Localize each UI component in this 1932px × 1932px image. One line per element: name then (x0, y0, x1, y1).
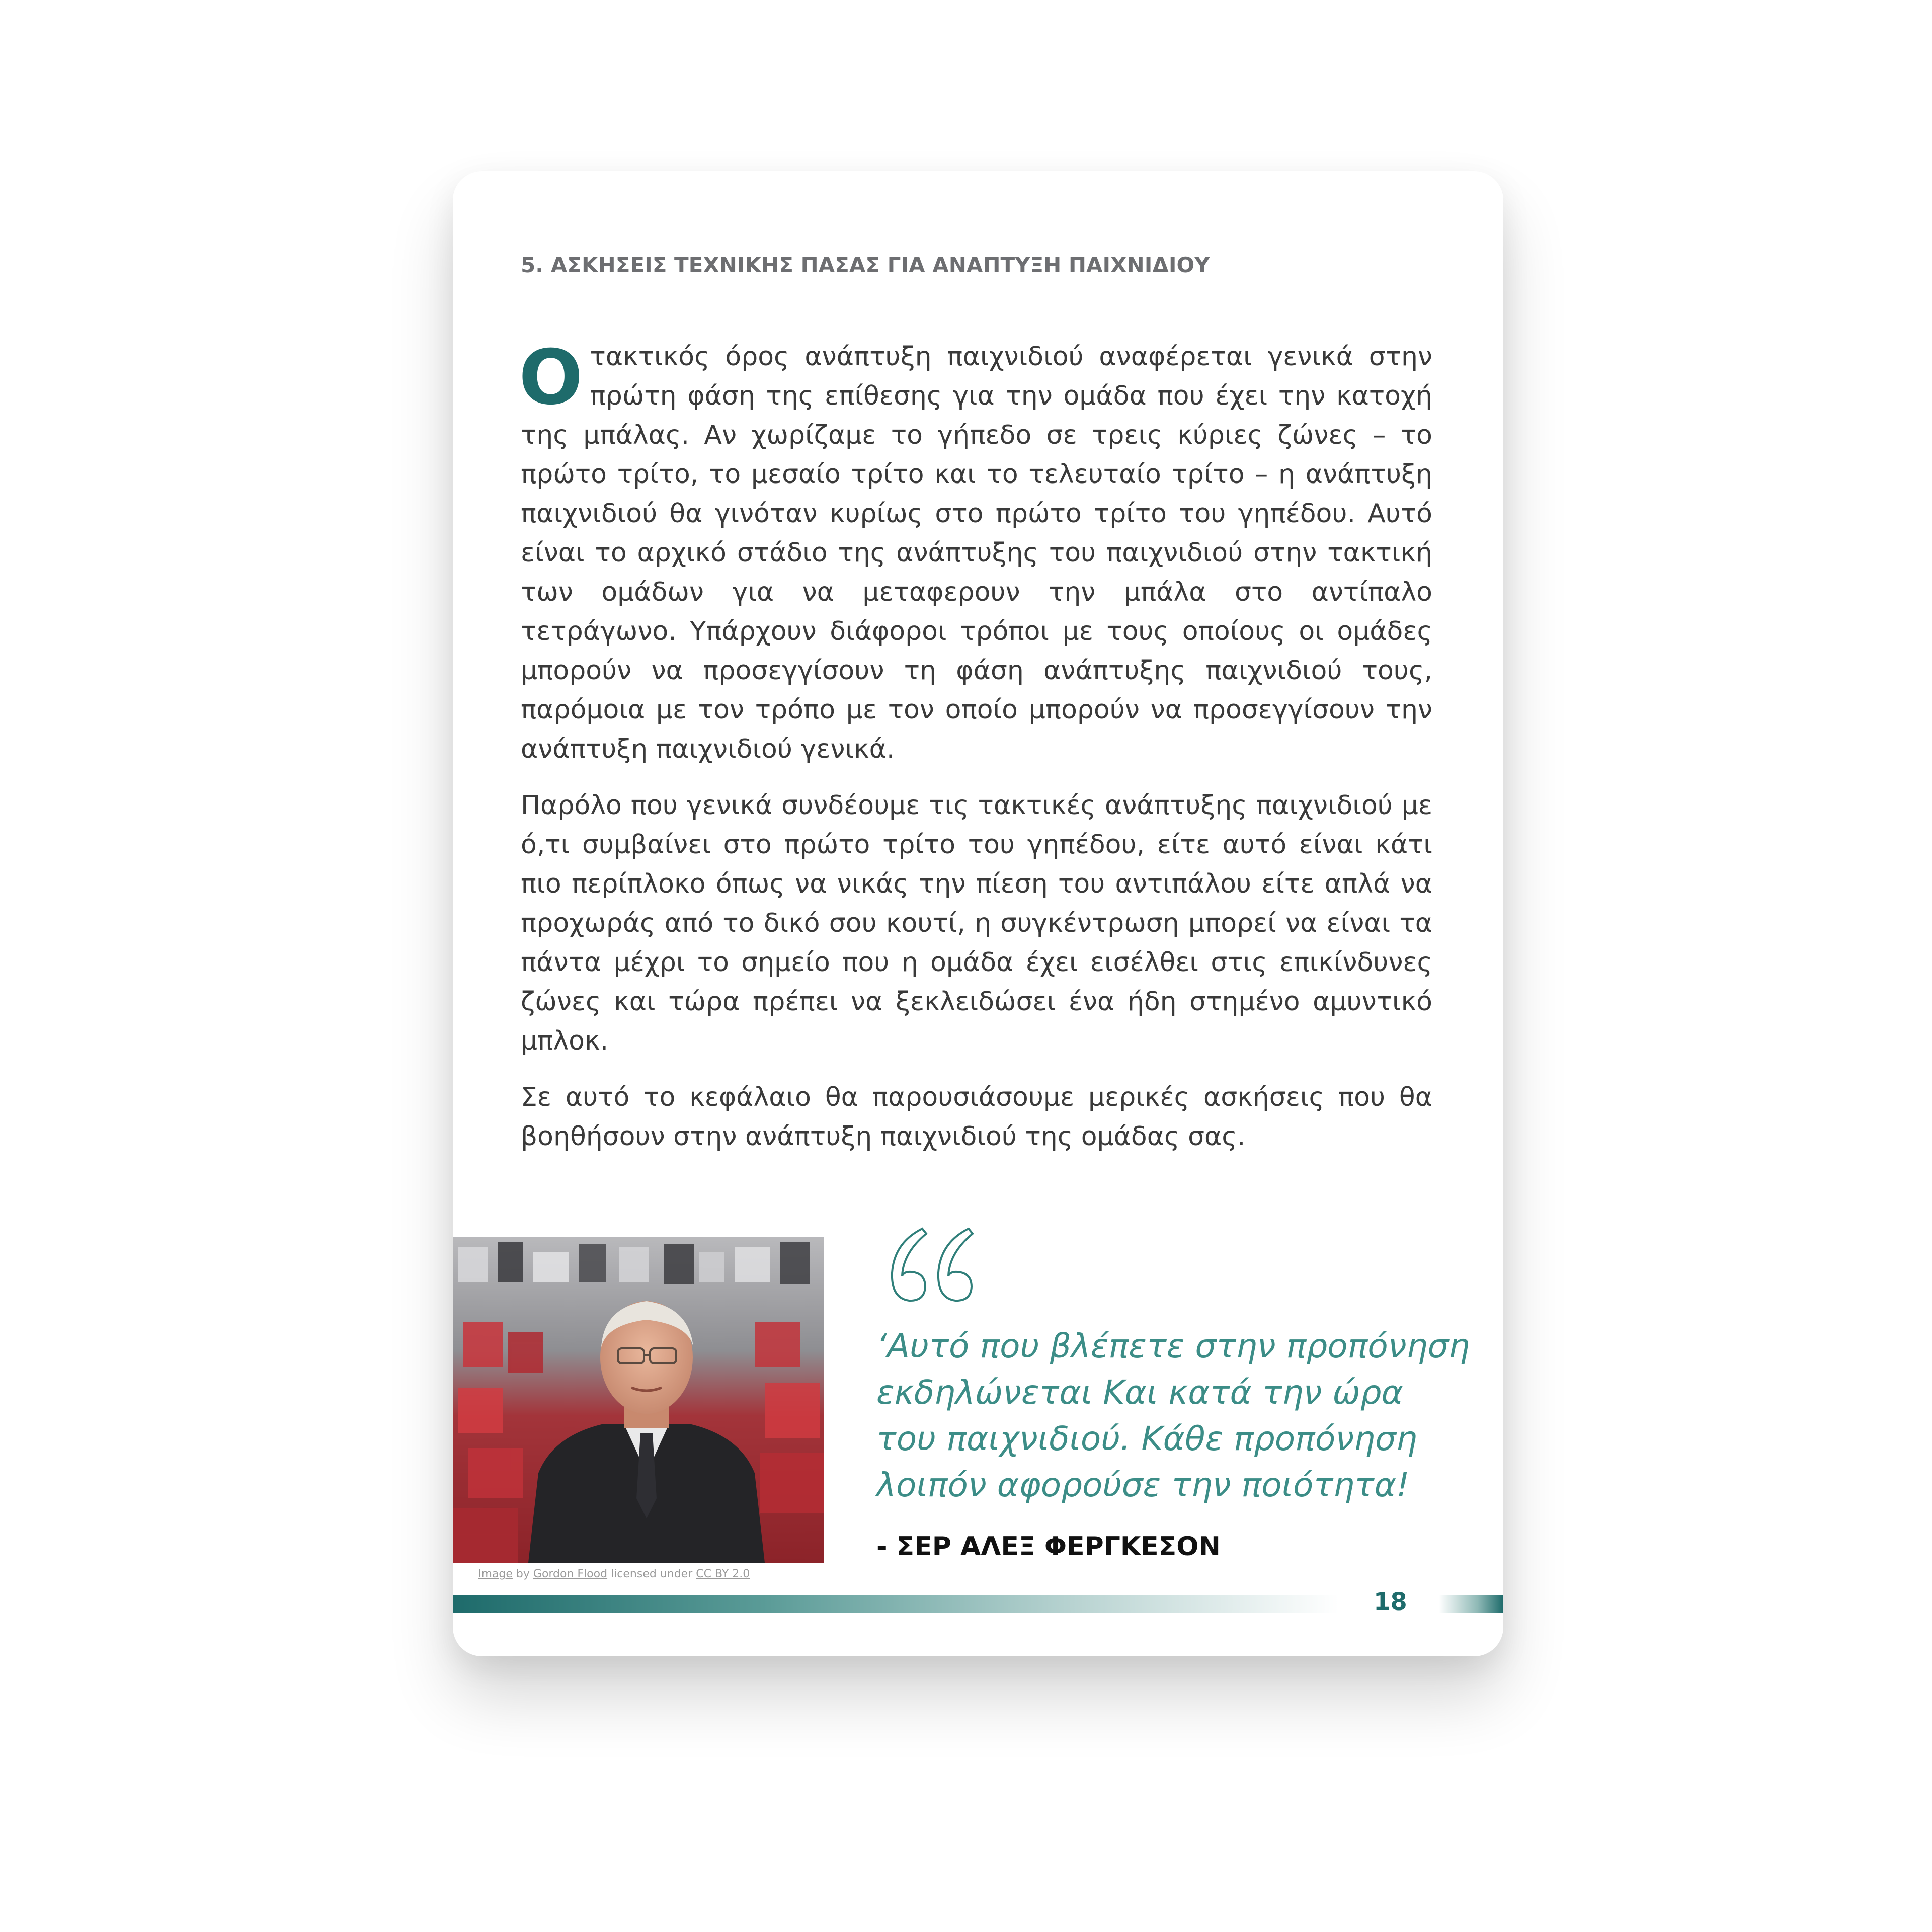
chapter-heading: 5. ΑΣΚΗΣΕΙΣ ΤΕΧΝΙΚΗΣ ΠΑΣΑΣ ΓΙΑ ΑΝΑΠΤΥΞΗ ΠΑΙΧΝΙΔΙΟΥ (521, 253, 1210, 277)
quotation-mark-icon (883, 1223, 979, 1308)
portrait-photo (453, 1237, 824, 1563)
body-text (519, 334, 1432, 1173)
paragraph-3: Σε αυτό το κεφάλαιο θα παρουσιάσουμε μερικές ασκήσεις που θα βοηθήσουν στην ανάπτυξη παιχνιδιού της ομάδας σας. (521, 1082, 1432, 1152)
author-link[interactable]: Gordon Flood (533, 1568, 608, 1580)
license-link[interactable]: CC BY 2.0 (696, 1568, 750, 1580)
quote-text: ‘Αυτό που βλέπετε στην προπόνηση εκδηλώνεται Και κατά την ώρα του παιχνιδιού. Κάθε προπόνηση λοιπόν αφορούσε την ποιότητα! (876, 1327, 1470, 1504)
page-number: 18 (1374, 1588, 1407, 1616)
credit-licensed: licensed under (611, 1568, 693, 1580)
quote-author: - ΣΕΡ ΑΛΕΞ ΦΕΡΓΚΕΣΟΝ (876, 1532, 1221, 1562)
credit-by: by (516, 1568, 530, 1580)
footer-gradient-bar-right (1439, 1595, 1503, 1613)
document-page (453, 171, 1503, 1656)
paragraph-2: Παρόλο που γενικά συνδέουμε τις τακτικές ανάπτυξης παιχνιδιού με ό,τι συμβαίνει στο πρώτο τρίτο του γηπέδου, είτε αυτό είναι κάτι πιο περίπλοκο όπως να νικάς την πίεση του αντιπάλου είτε απλά να προχωράς από το δικό σου κουτί, η συγκέντρωση μπορεί να είναι τα πάντα μέχρι το σημείο που η ομάδα έχει εισέλθει στις επικίνδυνες ζώνες και τώρα πρέπει να ξεκλειδώσει ένα ήδη στημένο αμυντικό μπλοκ. (521, 790, 1432, 1056)
footer-gradient-bar (453, 1595, 1338, 1613)
image-link[interactable]: Image (478, 1568, 513, 1580)
drop-cap: Ο (519, 334, 583, 422)
paragraph-1 (519, 334, 1432, 769)
photo-credit (478, 1568, 750, 1580)
paragraph-1-text: τακτικός όρος ανάπτυξη παιχνιδιού αναφέρεται γενικά στην πρώτη φάση της επίθεσης για την ομάδα που έχει την κατοχή της μπάλας. Αν χωρίζαμε το γήπεδο σε τρεις κύριες ζώνες – το πρώτο τρίτο, το μεσαίο τρίτο και το τελευταίο τρίτο – η ανάπτυξη παιχνιδιού θα γινόταν κυρίως στο πρώτο τρίτο του γηπέδου. Αυτό είναι το αρχικό στάδιο της ανάπτυξης του παιχνιδιού στην τακτική των ομάδων για να μεταφερουν την μπάλα στο αντίπαλο τετράγωνο. Υπάρχουν διάφοροι τρόποι με τους οποίους οι ομάδες μπορούν να προσεγγίσουν τη φάση ανάπτυξης παιχνιδιού τους, παρόμοια με τον τρόπο με τον οποίο μπορούν να προσεγγίσουν την ανάπτυξη παιχνιδιού γενικά. (521, 342, 1432, 764)
